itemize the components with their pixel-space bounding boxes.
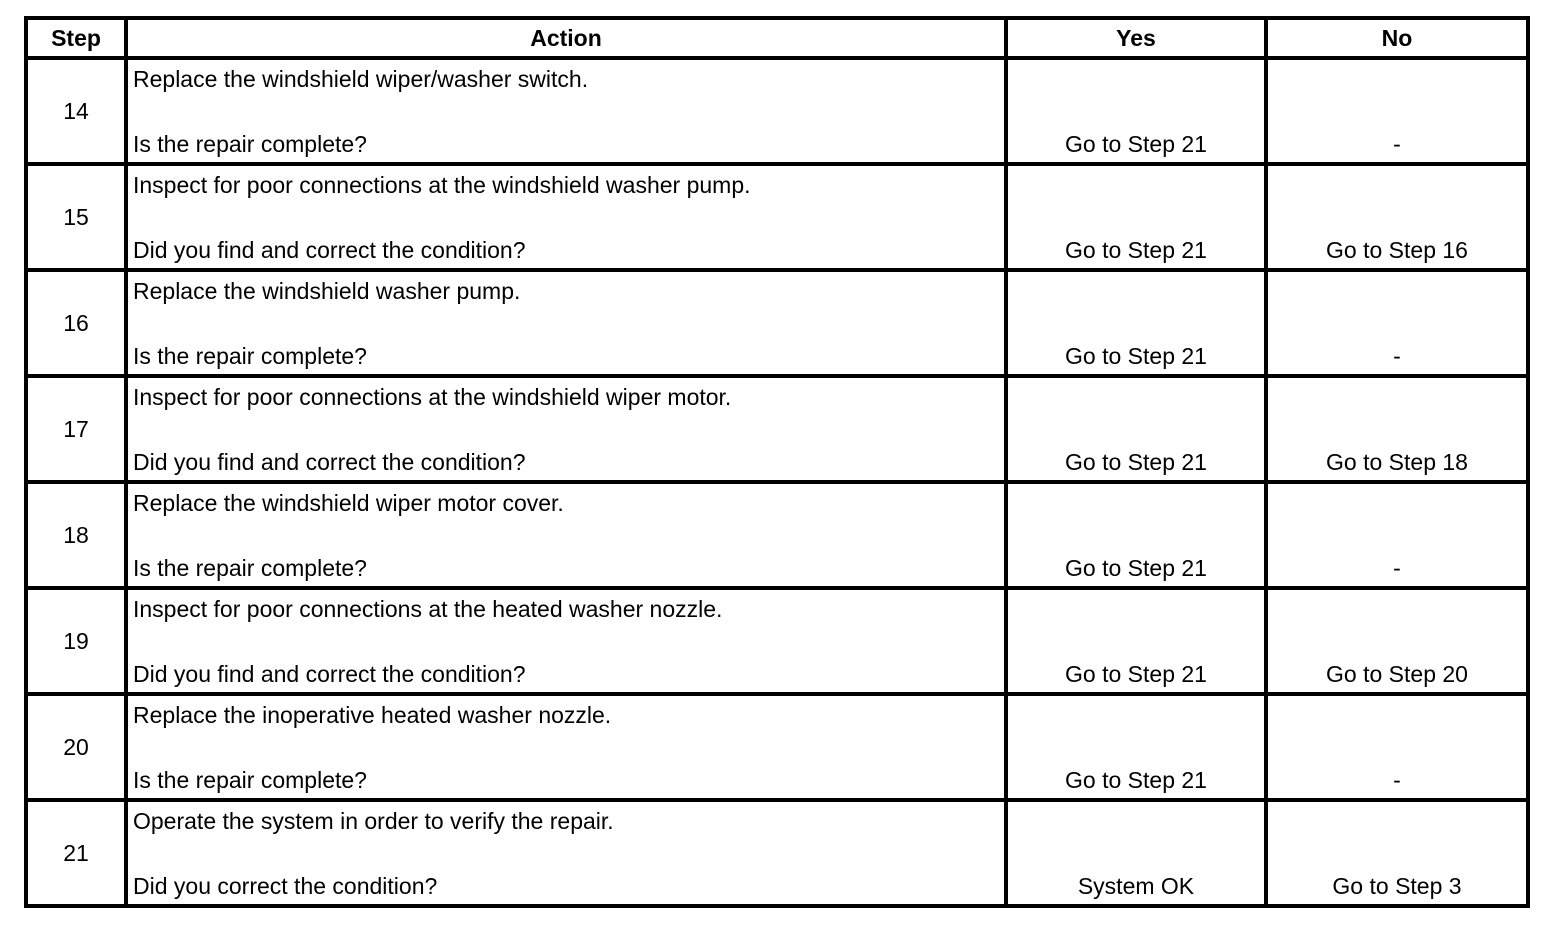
action-cell bbox=[126, 800, 1006, 906]
header-action: Action bbox=[126, 18, 1006, 58]
action-question: Is the repair complete? bbox=[133, 555, 367, 581]
action-cell bbox=[126, 482, 1006, 588]
table-row bbox=[26, 270, 1528, 376]
no-cell bbox=[1266, 58, 1528, 164]
table-row bbox=[26, 164, 1528, 270]
header-row bbox=[26, 18, 1528, 58]
action-instruction: Inspect for poor connections at the windshield washer pump. bbox=[133, 172, 751, 198]
step-number: 19 bbox=[26, 588, 126, 694]
no-cell bbox=[1266, 694, 1528, 800]
no-result: Go to Step 18 bbox=[1326, 449, 1468, 475]
action-question: Did you find and correct the condition? bbox=[133, 449, 526, 475]
action-question: Did you find and correct the condition? bbox=[133, 237, 526, 263]
action-cell bbox=[126, 588, 1006, 694]
no-result: - bbox=[1393, 767, 1401, 793]
yes-result: Go to Step 21 bbox=[1065, 449, 1207, 475]
yes-cell bbox=[1006, 376, 1266, 482]
action-question: Did you find and correct the condition? bbox=[133, 661, 526, 687]
action-instruction: Operate the system in order to verify the repair. bbox=[133, 808, 614, 834]
yes-result: Go to Step 21 bbox=[1065, 343, 1207, 369]
no-cell bbox=[1266, 376, 1528, 482]
yes-cell bbox=[1006, 482, 1266, 588]
no-cell bbox=[1266, 270, 1528, 376]
yes-cell bbox=[1006, 58, 1266, 164]
no-cell bbox=[1266, 482, 1528, 588]
yes-result: Go to Step 21 bbox=[1065, 661, 1207, 687]
header-step: Step bbox=[26, 18, 126, 58]
step-number: 14 bbox=[26, 58, 126, 164]
no-result: Go to Step 16 bbox=[1326, 237, 1468, 263]
no-result: Go to Step 20 bbox=[1326, 661, 1468, 687]
step-number: 20 bbox=[26, 694, 126, 800]
step-number: 15 bbox=[26, 164, 126, 270]
action-instruction: Replace the inoperative heated washer nozzle. bbox=[133, 702, 612, 728]
yes-result: Go to Step 21 bbox=[1065, 237, 1207, 263]
no-cell bbox=[1266, 800, 1528, 906]
table-row bbox=[26, 588, 1528, 694]
no-result: - bbox=[1393, 555, 1401, 581]
table-row bbox=[26, 694, 1528, 800]
action-instruction: Replace the windshield wiper motor cover. bbox=[133, 490, 564, 516]
table-row bbox=[26, 482, 1528, 588]
action-instruction: Inspect for poor connections at the windshield wiper motor. bbox=[133, 384, 732, 410]
yes-result: Go to Step 21 bbox=[1065, 767, 1207, 793]
action-cell bbox=[126, 694, 1006, 800]
action-cell bbox=[126, 164, 1006, 270]
action-instruction: Replace the windshield washer pump. bbox=[133, 278, 521, 304]
step-number: 17 bbox=[26, 376, 126, 482]
table-row bbox=[26, 376, 1528, 482]
diagnostic-steps-table bbox=[24, 16, 1530, 908]
action-question: Is the repair complete? bbox=[133, 767, 367, 793]
header-yes: Yes bbox=[1006, 18, 1266, 58]
yes-cell bbox=[1006, 164, 1266, 270]
yes-result: Go to Step 21 bbox=[1065, 555, 1207, 581]
action-cell bbox=[126, 376, 1006, 482]
action-cell bbox=[126, 270, 1006, 376]
table-body bbox=[26, 58, 1528, 906]
action-cell bbox=[126, 58, 1006, 164]
yes-cell bbox=[1006, 800, 1266, 906]
yes-cell bbox=[1006, 588, 1266, 694]
yes-result: Go to Step 21 bbox=[1065, 131, 1207, 157]
action-instruction: Replace the windshield wiper/washer switch. bbox=[133, 66, 589, 92]
no-result: - bbox=[1393, 343, 1401, 369]
yes-cell bbox=[1006, 270, 1266, 376]
yes-result: System OK bbox=[1077, 873, 1195, 899]
step-number: 18 bbox=[26, 482, 126, 588]
action-instruction: Inspect for poor connections at the heated washer nozzle. bbox=[133, 596, 723, 622]
table-row bbox=[26, 800, 1528, 906]
step-number: 16 bbox=[26, 270, 126, 376]
action-question: Did you correct the condition? bbox=[133, 873, 438, 899]
no-result: Go to Step 3 bbox=[1332, 873, 1462, 899]
header-no: No bbox=[1266, 18, 1528, 58]
yes-cell bbox=[1006, 694, 1266, 800]
no-cell bbox=[1266, 164, 1528, 270]
table-row bbox=[26, 58, 1528, 164]
action-question: Is the repair complete? bbox=[133, 343, 367, 369]
step-number: 21 bbox=[26, 800, 126, 906]
action-question: Is the repair complete? bbox=[133, 131, 367, 157]
no-result: - bbox=[1393, 131, 1401, 157]
no-cell bbox=[1266, 588, 1528, 694]
